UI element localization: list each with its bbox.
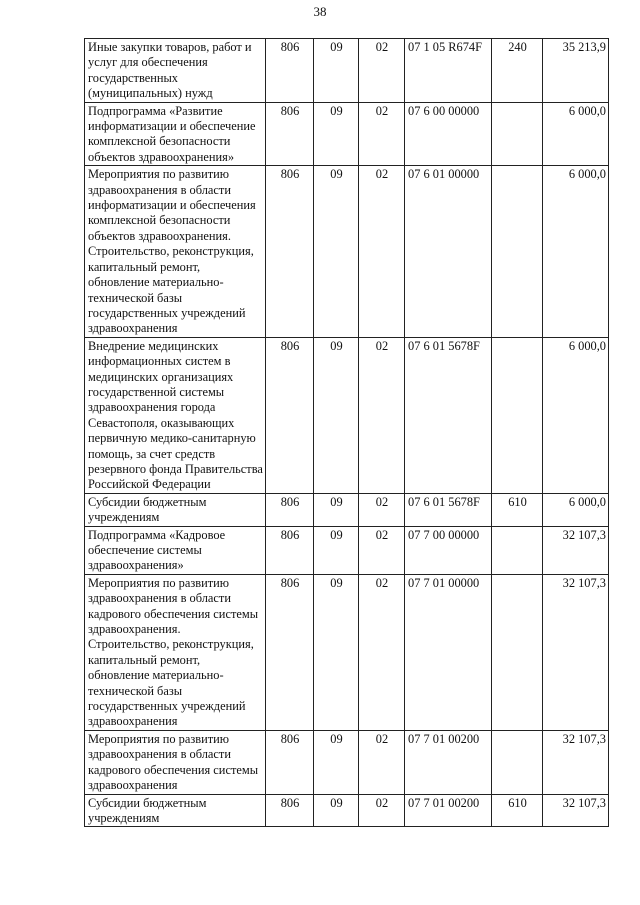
row-ministry-code: 806 — [266, 730, 314, 794]
row-subsection-code: 02 — [359, 166, 405, 337]
row-amount: 6 000,0 — [543, 337, 609, 493]
row-expense-type: 240 — [492, 39, 543, 103]
row-amount: 6 000,0 — [543, 493, 609, 526]
row-section-code: 09 — [314, 102, 359, 166]
table-row — [85, 337, 609, 493]
row-expense-type: 610 — [492, 794, 543, 827]
row-ministry-code: 806 — [266, 102, 314, 166]
row-expense-type — [492, 574, 543, 730]
table-row — [85, 102, 609, 166]
row-target-code: 07 7 01 00200 — [405, 794, 492, 827]
row-amount: 35 213,9 — [543, 39, 609, 103]
row-ministry-code: 806 — [266, 166, 314, 337]
page-number: 38 — [313, 4, 327, 19]
row-target-code: 07 6 01 5678F — [405, 337, 492, 493]
row-section-code: 09 — [314, 526, 359, 574]
table-row — [85, 730, 609, 794]
row-subsection-code: 02 — [359, 337, 405, 493]
row-expense-type — [492, 337, 543, 493]
row-section-code: 09 — [314, 730, 359, 794]
row-subsection-code: 02 — [359, 794, 405, 827]
row-target-code: 07 6 00 00000 — [405, 102, 492, 166]
row-amount: 32 107,3 — [543, 574, 609, 730]
row-section-code: 09 — [314, 794, 359, 827]
row-expense-type — [492, 526, 543, 574]
row-expense-type — [492, 730, 543, 794]
table-row — [85, 574, 609, 730]
row-section-code: 09 — [314, 337, 359, 493]
row-name: Внедрение медицинских информационных систем в медицинских организациях государственной системы здравоохранения города Севастополя, оказывающих первичную медико-санитарную помощь, за счет средств резервного фонда Правительства Российской Федерации — [85, 337, 266, 493]
row-amount: 32 107,3 — [543, 730, 609, 794]
row-ministry-code: 806 — [266, 526, 314, 574]
row-ministry-code: 806 — [266, 493, 314, 526]
row-target-code: 07 6 01 00000 — [405, 166, 492, 337]
row-target-code: 07 1 05 R674F — [405, 39, 492, 103]
row-target-code: 07 7 01 00200 — [405, 730, 492, 794]
row-amount: 6 000,0 — [543, 166, 609, 337]
row-subsection-code: 02 — [359, 574, 405, 730]
row-section-code: 09 — [314, 166, 359, 337]
row-name: Мероприятия по развитию здравоохранения в области информатизации и обеспечения комплексной безопасности объектов здравоохранения. Строительство, реконструкция, капитальный ремонт, обновление материально-технической базы государственных учреждений здравоохранения — [85, 166, 266, 337]
row-amount: 6 000,0 — [543, 102, 609, 166]
row-name: Подпрограмма «Кадровое обеспечение системы здравоохранения» — [85, 526, 266, 574]
row-amount: 32 107,3 — [543, 794, 609, 827]
table-row — [85, 39, 609, 103]
row-expense-type: 610 — [492, 493, 543, 526]
row-name: Субсидии бюджетным учреждениям — [85, 493, 266, 526]
row-expense-type — [492, 166, 543, 337]
row-target-code: 07 7 01 00000 — [405, 574, 492, 730]
row-subsection-code: 02 — [359, 39, 405, 103]
row-name: Иные закупки товаров, работ и услуг для обеспечения государственных (муниципальных) нужд — [85, 39, 266, 103]
row-name: Субсидии бюджетным учреждениям — [85, 794, 266, 827]
row-section-code: 09 — [314, 39, 359, 103]
table-row — [85, 794, 609, 827]
row-section-code: 09 — [314, 493, 359, 526]
row-name: Мероприятия по развитию здравоохранения в области кадрового обеспечения системы здравоохранения — [85, 730, 266, 794]
budget-table — [84, 38, 609, 827]
row-subsection-code: 02 — [359, 526, 405, 574]
table-row — [85, 526, 609, 574]
row-name: Подпрограмма «Развитие информатизации и обеспечение комплексной безопасности объектов здравоохранения» — [85, 102, 266, 166]
row-ministry-code: 806 — [266, 794, 314, 827]
row-amount: 32 107,3 — [543, 526, 609, 574]
row-ministry-code: 806 — [266, 337, 314, 493]
row-expense-type — [492, 102, 543, 166]
row-subsection-code: 02 — [359, 493, 405, 526]
row-target-code: 07 7 00 00000 — [405, 526, 492, 574]
row-name: Мероприятия по развитию здравоохранения в области кадрового обеспечения системы здравоохранения. Строительство, реконструкция, капитальный ремонт, обновление материально-технической базы государственных учреждений здравоохранения — [85, 574, 266, 730]
row-ministry-code: 806 — [266, 39, 314, 103]
row-section-code: 09 — [314, 574, 359, 730]
row-subsection-code: 02 — [359, 102, 405, 166]
row-target-code: 07 6 01 5678F — [405, 493, 492, 526]
table-row — [85, 166, 609, 337]
table-row — [85, 493, 609, 526]
row-ministry-code: 806 — [266, 574, 314, 730]
row-subsection-code: 02 — [359, 730, 405, 794]
